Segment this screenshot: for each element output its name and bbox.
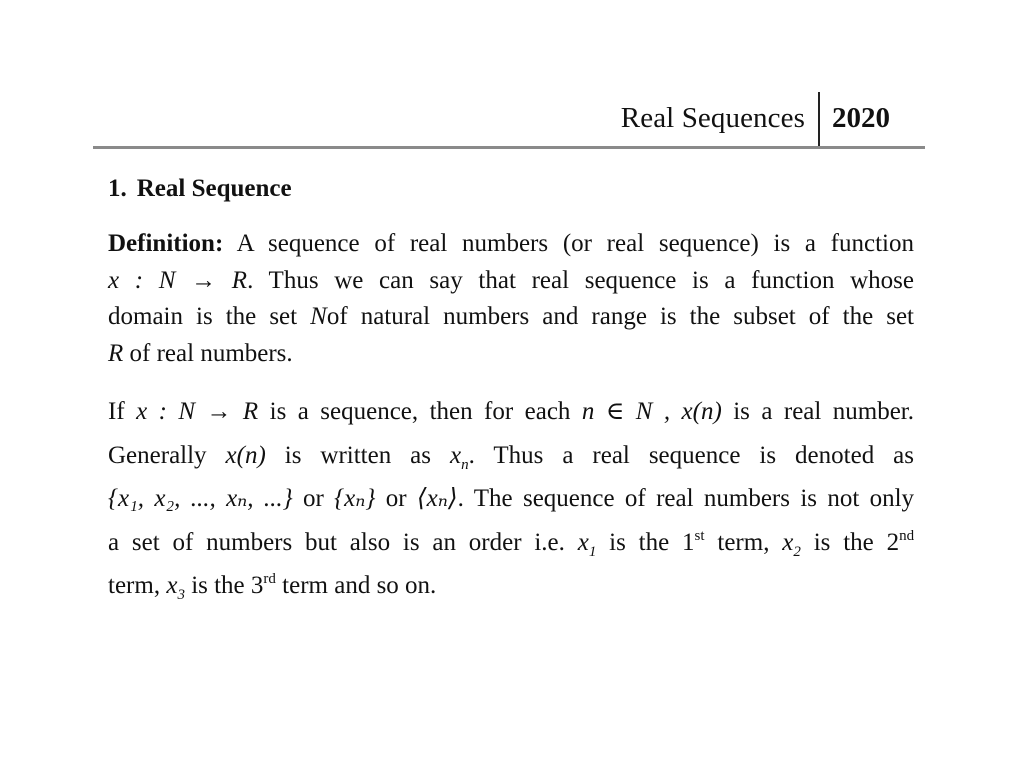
paragraph-text: . Thus a real sequence is denoted as <box>468 441 914 469</box>
paragraph-text: of real numbers. <box>129 339 293 367</box>
math-expression: N <box>310 303 327 330</box>
header-divider <box>818 92 820 146</box>
math-expression: x(n) <box>681 398 722 425</box>
paragraph-line <box>108 336 914 373</box>
paragraph-text: is the 1 <box>609 528 695 556</box>
sequence-paragraph <box>108 390 914 608</box>
paragraph-text: term, <box>717 528 770 556</box>
paragraph-text: . The sequence of real numbers is not only <box>457 485 915 512</box>
paragraph-line <box>108 477 914 521</box>
math-subscript: 3 <box>177 587 185 603</box>
math-expression <box>166 572 185 603</box>
paragraph-text: . Thus we can say that real sequence is a function whose <box>247 266 914 294</box>
paragraph-text: domain is the set <box>108 303 298 330</box>
paragraph-line <box>108 521 914 565</box>
paragraph-text: is written as <box>284 441 432 469</box>
math-expression: x : N → R <box>108 266 248 294</box>
paragraph-text: is the 3 <box>191 572 264 599</box>
math-expression <box>782 528 801 560</box>
paragraph-text: or <box>302 485 324 512</box>
paragraph-text: term and so on. <box>282 572 437 599</box>
paragraph-text: term, <box>108 572 161 599</box>
paragraph-line <box>108 263 914 300</box>
ordinal-suffix: st <box>694 527 705 544</box>
math-expression <box>577 528 597 560</box>
page-header <box>93 92 925 149</box>
ordinal-suffix: rd <box>263 571 276 587</box>
paragraph-text: If <box>108 398 125 425</box>
ordinal-suffix: nd <box>899 527 915 544</box>
paragraph-line <box>108 564 914 608</box>
math-variable: x <box>577 528 589 556</box>
paragraph-text: A sequence of real numbers (or real sequence) is a function <box>236 230 914 257</box>
math-expression: n ∈ N , <box>581 398 671 425</box>
section-number: 1. <box>108 175 127 202</box>
math-subscript: 2 <box>793 543 801 560</box>
section-heading <box>108 175 292 203</box>
math-expression: x(n) <box>225 441 266 469</box>
paragraph-text: is the 2 <box>813 528 900 556</box>
paragraph-text: or <box>385 485 407 512</box>
paragraph-line <box>108 434 914 478</box>
math-expression: {xₙ} <box>334 485 376 512</box>
math-subscript: 1 <box>588 543 597 560</box>
paragraph-text: Generally <box>108 441 207 469</box>
paragraph-text: is a sequence, then for each <box>269 398 571 425</box>
paragraph-line <box>108 390 914 434</box>
paragraph-text: of natural numbers and range is the subset of the set <box>326 303 914 330</box>
math-expression <box>449 441 469 473</box>
math-subscript: n <box>461 456 469 473</box>
math-expression: {x₁, x₂, ..., xₙ, ...} <box>108 485 293 512</box>
math-expression: R <box>108 339 124 367</box>
definition-paragraph <box>108 226 914 372</box>
math-variable: x <box>782 528 794 556</box>
math-expression: ⟨xₙ⟩ <box>416 485 458 512</box>
paragraph-line <box>108 226 914 263</box>
header-title: Real Sequences <box>620 102 805 134</box>
definition-label: Definition: <box>108 230 224 257</box>
paragraph-text: a set of numbers but also is an order i.e. <box>108 528 565 556</box>
math-variable: x <box>449 441 462 469</box>
header-year: 2020 <box>832 102 890 134</box>
math-variable: x <box>166 572 178 599</box>
paragraph-text: is a real number. <box>733 398 915 425</box>
section-title: Real Sequence <box>136 175 292 202</box>
math-expression: x : N → R <box>136 398 259 425</box>
paragraph-line <box>108 299 914 336</box>
